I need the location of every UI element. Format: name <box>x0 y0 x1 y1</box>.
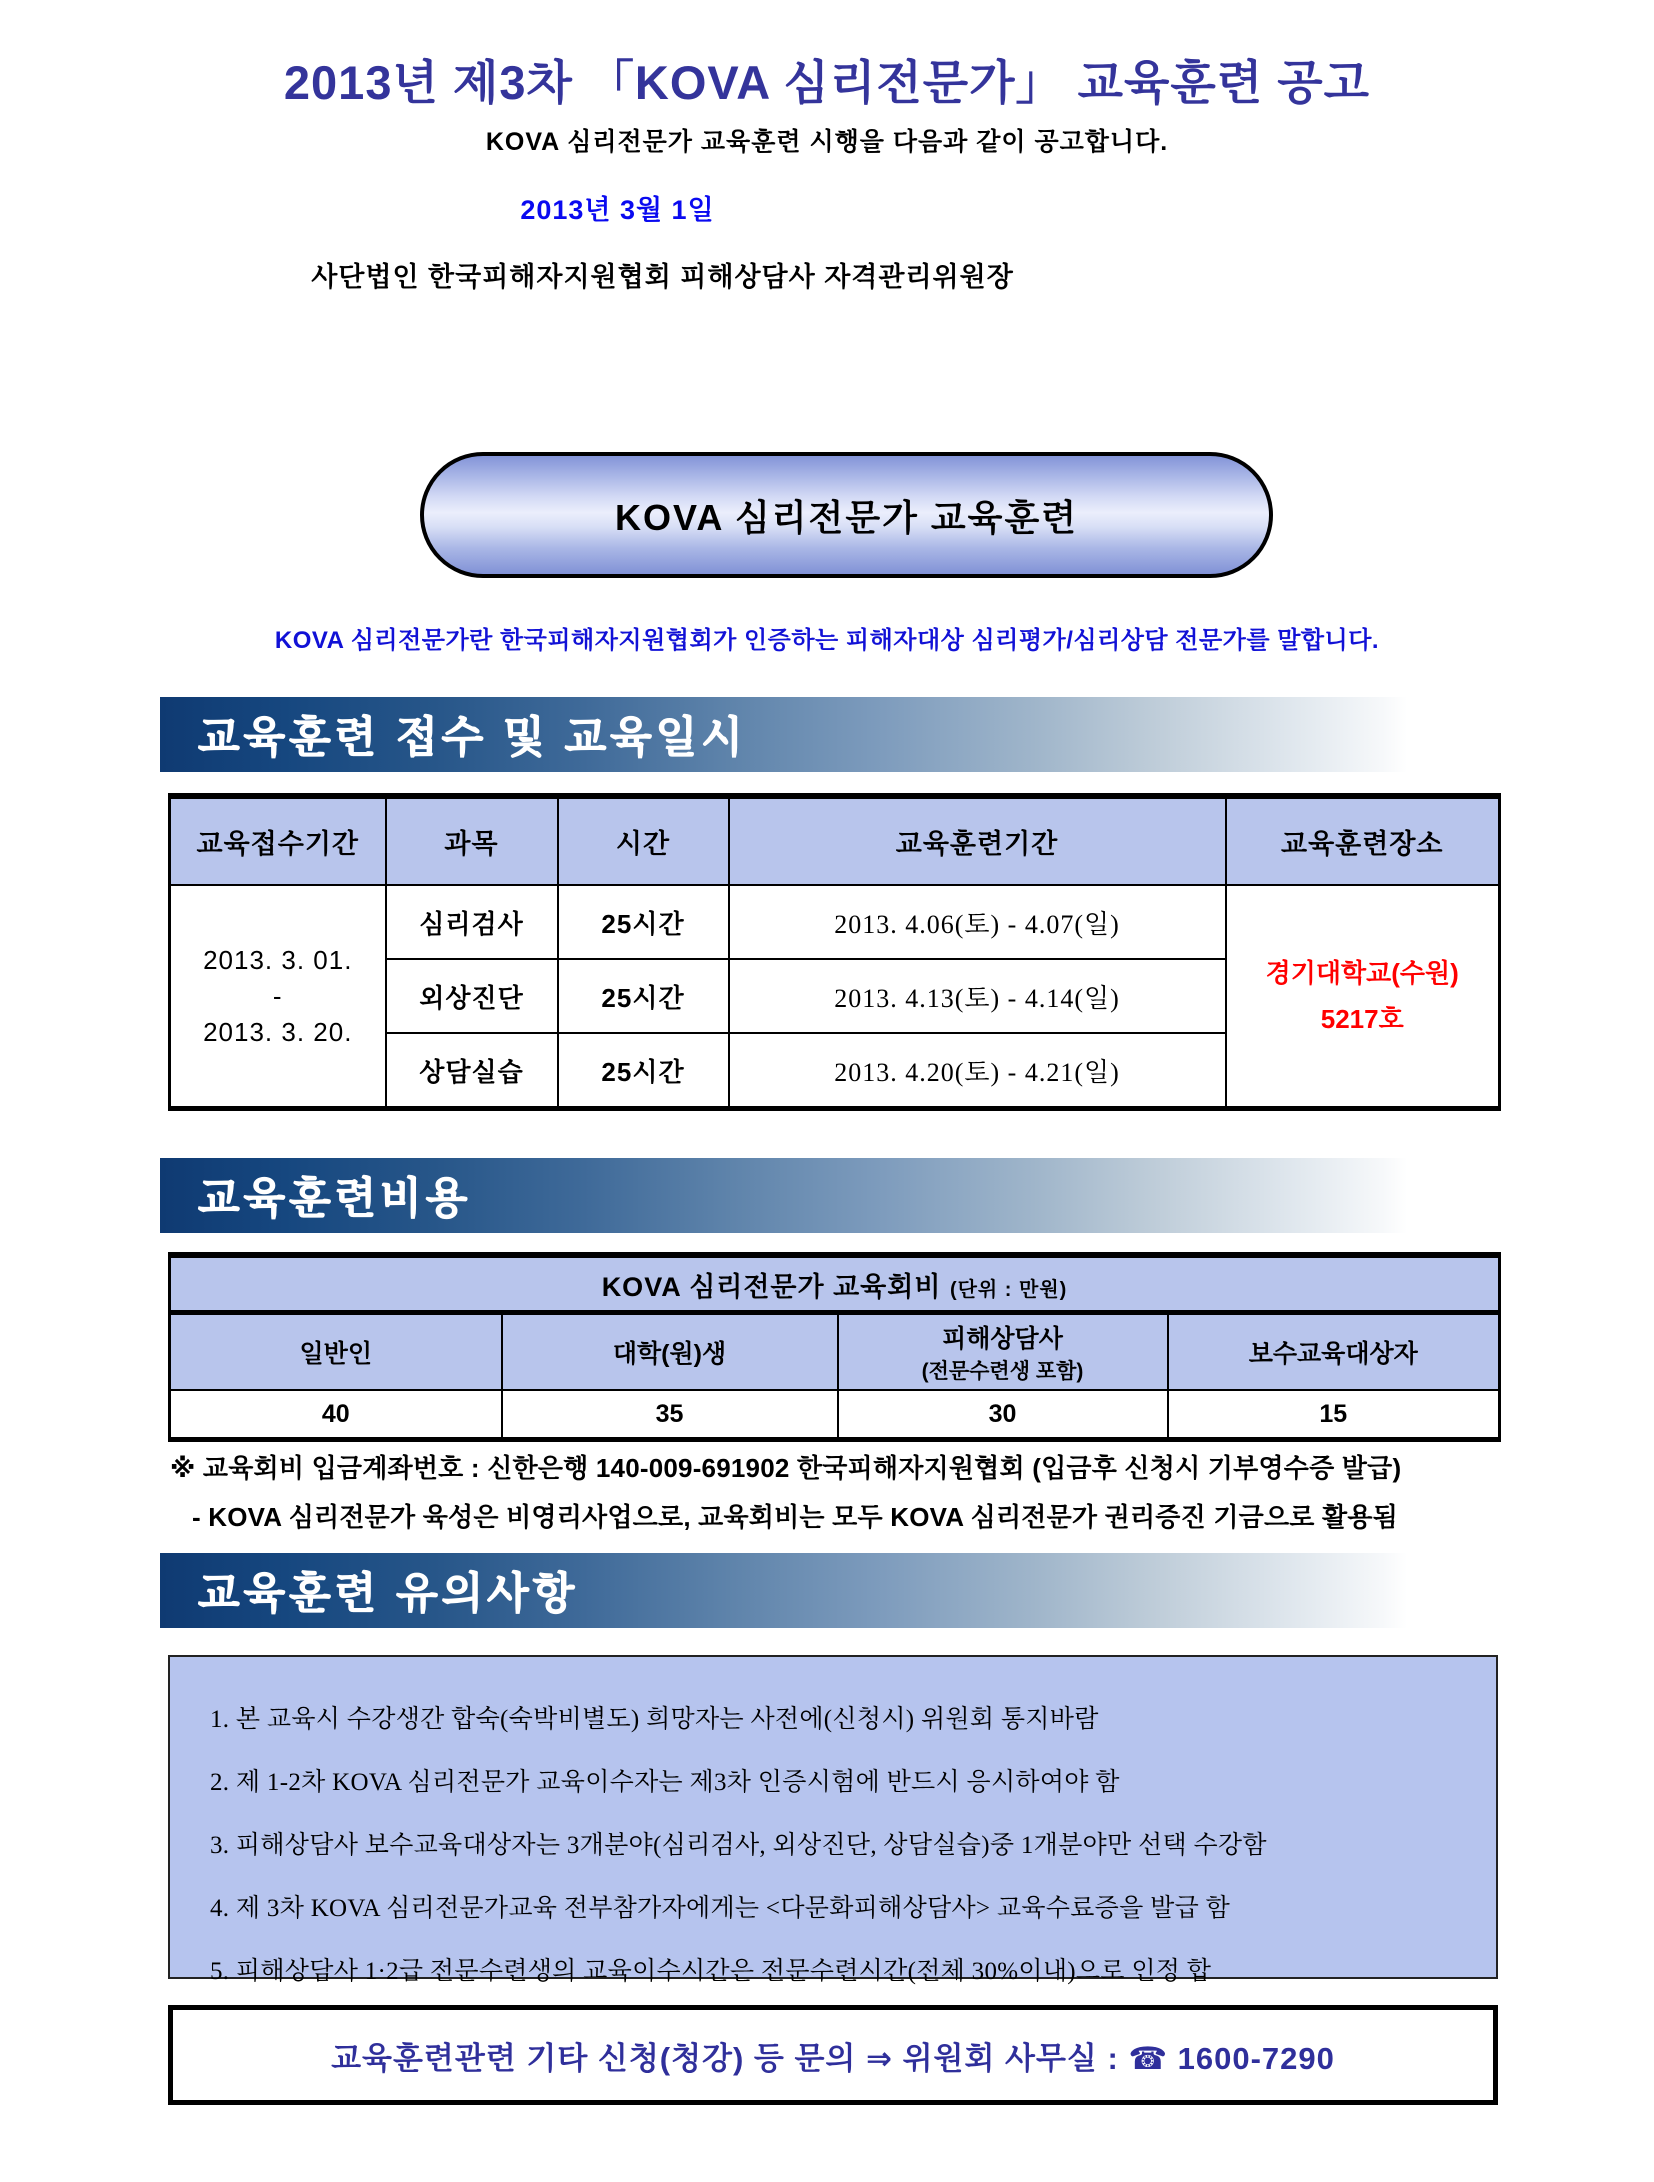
hours-cell: 25시간 <box>558 1033 729 1109</box>
intro-text: KOVA 심리전문가란 한국피해자지원협회가 인증하는 피해자대상 심리평가/심리상담 전문가를 말합니다. <box>274 627 1380 654</box>
period-cell: 2013. 4.20(토) - 4.21(일) <box>729 1033 1226 1109</box>
section-heading-schedule-label: 교육훈련 접수 및 교육일시 <box>198 714 747 762</box>
cost-value-refresher: 15 <box>1168 1390 1500 1440</box>
page-subtitle: KOVA 심리전문가 교육훈련 시행을 다음과 같이 공고합니다. <box>485 128 1169 156</box>
cost-value-row <box>170 1390 1500 1440</box>
cost-table-unit: (단위 : 만원) <box>949 1278 1068 1301</box>
contact-text: 교육훈련관련 기타 신청(청강) 등 문의 ⇒ 위원회 사무실 : ☎ 1600-7290 <box>331 2040 1335 2076</box>
banner-label: KOVA 심리전문가 교육훈련 <box>615 496 1078 538</box>
location-line-2: 5217호 <box>1320 1004 1404 1034</box>
schedule-row-1 <box>170 885 1500 959</box>
schedule-table <box>168 793 1501 1111</box>
cost-title-row <box>170 1255 1500 1313</box>
location-line-1: 경기대학교(수원) <box>1265 958 1459 988</box>
footer-contact-box <box>168 2005 1498 2105</box>
reception-start: 2013. 3. 01. <box>203 945 353 975</box>
precaution-item: 3. 피해상담사 보수교육대상자는 3개분야(심리검사, 외상진단, 상담실습)중 1개분야만 선택 수강함 <box>210 1832 1267 1859</box>
th-subject: 과목 <box>386 796 558 885</box>
cost-value-counselor: 30 <box>838 1390 1168 1440</box>
precautions-box <box>168 1655 1498 1985</box>
cost-table-title-cell <box>170 1255 1500 1313</box>
page-title: 2013년 제3차 「KOVA 심리전문가」 교육훈련 공고 <box>283 56 1371 109</box>
kova-training-banner <box>420 452 1273 578</box>
cost-value-student: 35 <box>502 1390 838 1440</box>
schedule-header-row <box>170 796 1500 885</box>
section-heading-precautions-label: 교육훈련 유의사항 <box>198 1570 579 1618</box>
hours-cell: 25시간 <box>558 885 729 959</box>
th-reception-period: 교육접수기간 <box>170 796 386 885</box>
section-heading-schedule <box>160 697 1407 772</box>
precaution-item: 1. 본 교육시 수강생간 합숙(숙박비별도) 희망자는 사전에(신청시) 위원회 통지바람 <box>210 1706 1099 1733</box>
th-hours: 시간 <box>558 796 729 885</box>
subject-cell: 외상진단 <box>386 959 558 1033</box>
subject-cell: 상담실습 <box>386 1033 558 1109</box>
account-note: ※ 교육회비 입금계좌번호 : 신한은행 140-009-691902 한국피해자지원협회 (입금후 신청시 기부영수증 발급) <box>170 1453 1402 1483</box>
th-training-location: 교육훈련장소 <box>1226 796 1500 885</box>
cost-label-student: 대학(원)생 <box>502 1313 838 1391</box>
cost-label-row <box>170 1313 1500 1391</box>
cost-table-title: KOVA 심리전문가 교육회비 <box>601 1271 942 1302</box>
cost-label-counselor <box>838 1313 1168 1391</box>
organization-name: 사단법인 한국피해자지원협회 피해상담사 자격관리위원장 <box>311 262 1014 292</box>
period-cell: 2013. 4.06(토) - 4.07(일) <box>729 885 1226 959</box>
section-heading-cost-label: 교육훈련비용 <box>198 1175 472 1223</box>
cost-label-counselor-main: 피해상담사 <box>942 1325 1063 1353</box>
section-heading-precautions <box>160 1553 1407 1628</box>
cost-label-counselor-sub: (전문수련생 포함) <box>921 1360 1084 1383</box>
cost-value-general: 40 <box>170 1390 502 1440</box>
fund-note: - KOVA 심리전문가 육성은 비영리사업으로, 교육회비는 모두 KOVA 심리전문가 권리증진 기금으로 활용됨 <box>192 1502 1398 1532</box>
reception-period-cell <box>170 885 386 1109</box>
reception-end: 2013. 3. 20. <box>203 1017 353 1047</box>
cost-label-general: 일반인 <box>170 1313 502 1391</box>
cost-table <box>168 1252 1501 1442</box>
period-cell: 2013. 4.13(토) - 4.14(일) <box>729 959 1226 1033</box>
reception-dash: - <box>272 981 283 1011</box>
precaution-item: 4. 제 3차 KOVA 심리전문가교육 전부참가자에게는 <다문화피해상담사> 교육수료증을 발급 함 <box>210 1895 1231 1922</box>
location-cell <box>1226 885 1500 1109</box>
cost-label-refresher: 보수교육대상자 <box>1168 1313 1500 1391</box>
precaution-item: 5. 피해상담사 1·2급 전문수련생의 교육이수시간은 전문수련시간(전체 30%이내)으로 인정 합 <box>210 1958 1212 1985</box>
hours-cell: 25시간 <box>558 959 729 1033</box>
subject-cell: 심리검사 <box>386 885 558 959</box>
section-heading-cost <box>160 1158 1407 1233</box>
announcement-date: 2013년 3월 1일 <box>520 195 715 225</box>
precaution-item: 2. 제 1-2차 KOVA 심리전문가 교육이수자는 제3차 인증시험에 반드시 응시하여야 함 <box>210 1769 1120 1796</box>
th-training-period: 교육훈련기간 <box>729 796 1226 885</box>
